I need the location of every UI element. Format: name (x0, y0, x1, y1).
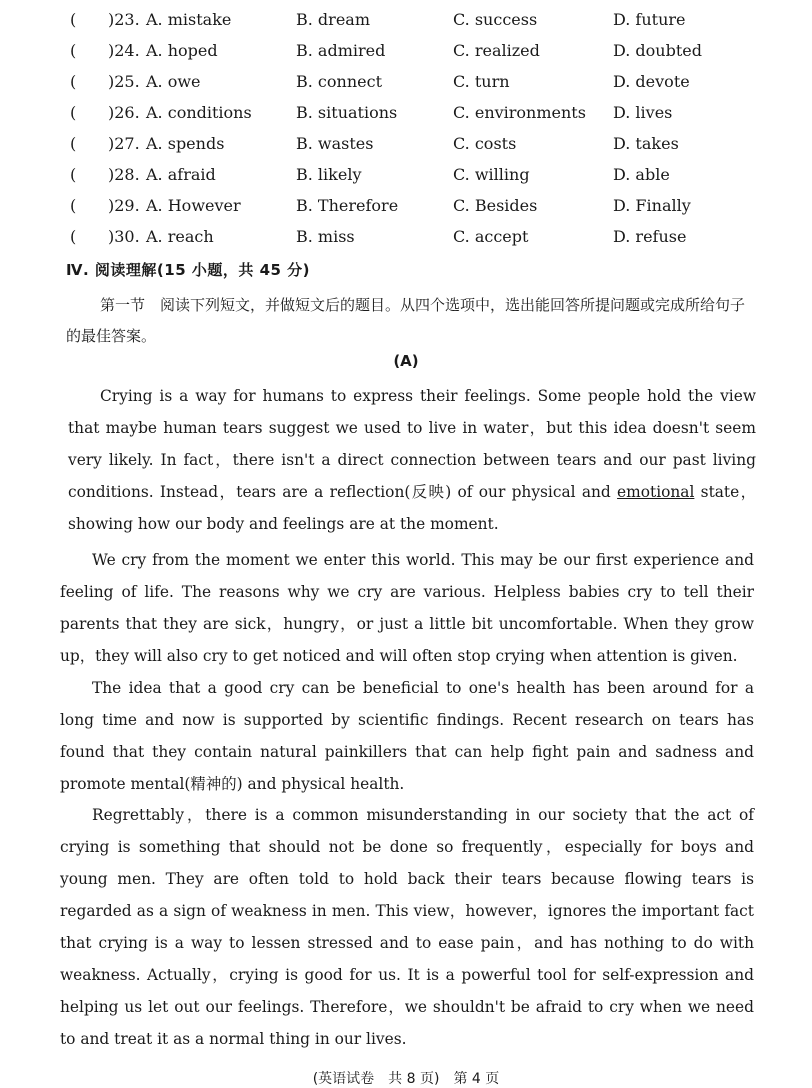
option-c: C. Besides (453, 196, 538, 215)
paragraph-1-text-end: state，showing how our body and feelings are at the moment. (68, 483, 756, 533)
option-b: B. likely (296, 165, 362, 184)
answer-paren: ( (70, 41, 77, 60)
answer-paren: ( (70, 103, 77, 122)
question-number: )25. (108, 72, 140, 91)
option-c: C. environments (453, 103, 586, 122)
option-d: D. Finally (613, 196, 691, 215)
question-row-23 (0, 10, 812, 40)
answer-paren: ( (70, 196, 77, 215)
question-row-25 (0, 72, 812, 102)
underlined-word: emotional (617, 483, 695, 501)
page-footer: (英语试卷 共 8 页) 第 4 页 (312, 1071, 500, 1087)
option-d: D. able (613, 165, 670, 184)
option-a: A. conditions (146, 103, 252, 122)
answer-paren: ( (70, 227, 77, 246)
question-number: )24. (108, 41, 140, 60)
option-b: B. Therefore (296, 196, 399, 215)
option-c: C. turn (453, 72, 510, 91)
question-number: )30. (108, 227, 140, 246)
option-a: A. reach (146, 227, 214, 246)
passage-paragraph-4: Regrettably，there is a common misunderstanding in our society that the act of crying is something that should not be done so frequently，especially for boys and young men. They are often told to hold back their tears because flowing tears is regarded as a sign of weakness in men. This view，however，ignores the important fact that crying is a way to lessen stressed and to ease pain，and has nothing to do with weakness. Actually，crying is good for us. It is a powerful tool for self-expression and helping us let out our feelings. Therefore，we shouldn't be afraid to cry when we need to and treat it as a normal thing in our lives. (60, 806, 754, 1048)
question-row-24 (0, 41, 812, 71)
section-instructions: 第一节 阅读下列短文，并做短文后的题目。从四个选项中，选出能回答所提问题或完成所给句子的最佳答案。 (66, 296, 746, 345)
option-b: B. miss (296, 227, 355, 246)
option-c: C. realized (453, 41, 540, 60)
option-c: C. accept (453, 227, 529, 246)
option-a: A. owe (146, 72, 201, 91)
answer-paren: ( (70, 165, 77, 184)
option-b: B. connect (296, 72, 382, 91)
option-d: D. takes (613, 134, 679, 153)
section-heading: Ⅳ. 阅读理解(15 小题，共 45 分) (66, 261, 311, 279)
passage-paragraph-2: We cry from the moment we enter this world. This may be our first experience and feeling of life. The reasons why we cry are various. Helpless babies cry to tell their parents that they are sick，hungry，or just a little bit uncomfortable. When they grow up，they will also cry to get noticed and will often stop crying when attention is given. (60, 551, 754, 665)
option-d: D. devote (613, 72, 690, 91)
question-row-30 (0, 227, 812, 257)
option-a: A. spends (146, 134, 225, 153)
question-number: )27. (108, 134, 140, 153)
passage-paragraph-1 (68, 380, 756, 540)
question-number: )26. (108, 103, 140, 122)
option-a: A. afraid (146, 165, 216, 184)
question-row-28 (0, 165, 812, 195)
option-b: B. admired (296, 41, 386, 60)
question-number: )28. (108, 165, 140, 184)
passage-label: (A) (393, 352, 419, 370)
question-row-29 (0, 196, 812, 226)
question-row-26 (0, 103, 812, 133)
option-b: B. dream (296, 10, 370, 29)
option-a: A. hoped (146, 41, 218, 60)
answer-paren: ( (70, 72, 77, 91)
option-d: D. lives (613, 103, 673, 122)
answer-paren: ( (70, 10, 77, 29)
option-c: C. willing (453, 165, 530, 184)
question-row-27 (0, 134, 812, 164)
option-a: A. However (146, 196, 241, 215)
paragraph-1-text: Crying is a way for humans to express their feelings. Some people hold the view that maybe human tears suggest we used to live in water，but this idea doesn't seem very likely. In fact，there isn't a direct connection between tears and our past living conditions. Instead，tears are a reflection(反映) of our physical and (68, 387, 756, 501)
option-b: B. situations (296, 103, 398, 122)
question-number: )29. (108, 196, 140, 215)
question-number: )23. (108, 10, 140, 29)
option-a: A. mistake (146, 10, 232, 29)
option-d: D. future (613, 10, 686, 29)
option-b: B. wastes (296, 134, 374, 153)
option-c: C. success (453, 10, 538, 29)
answer-paren: ( (70, 134, 77, 153)
passage-paragraph-3: The idea that a good cry can be beneficial to one's health has been around for a long time and now is supported by scientific findings. Recent research on tears has found that they contain natural painkillers that can help fight pain and sadness and promote mental(精神的) and physical health. (60, 679, 754, 793)
option-c: C. costs (453, 134, 517, 153)
option-d: D. doubted (613, 41, 702, 60)
option-d: D. refuse (613, 227, 687, 246)
